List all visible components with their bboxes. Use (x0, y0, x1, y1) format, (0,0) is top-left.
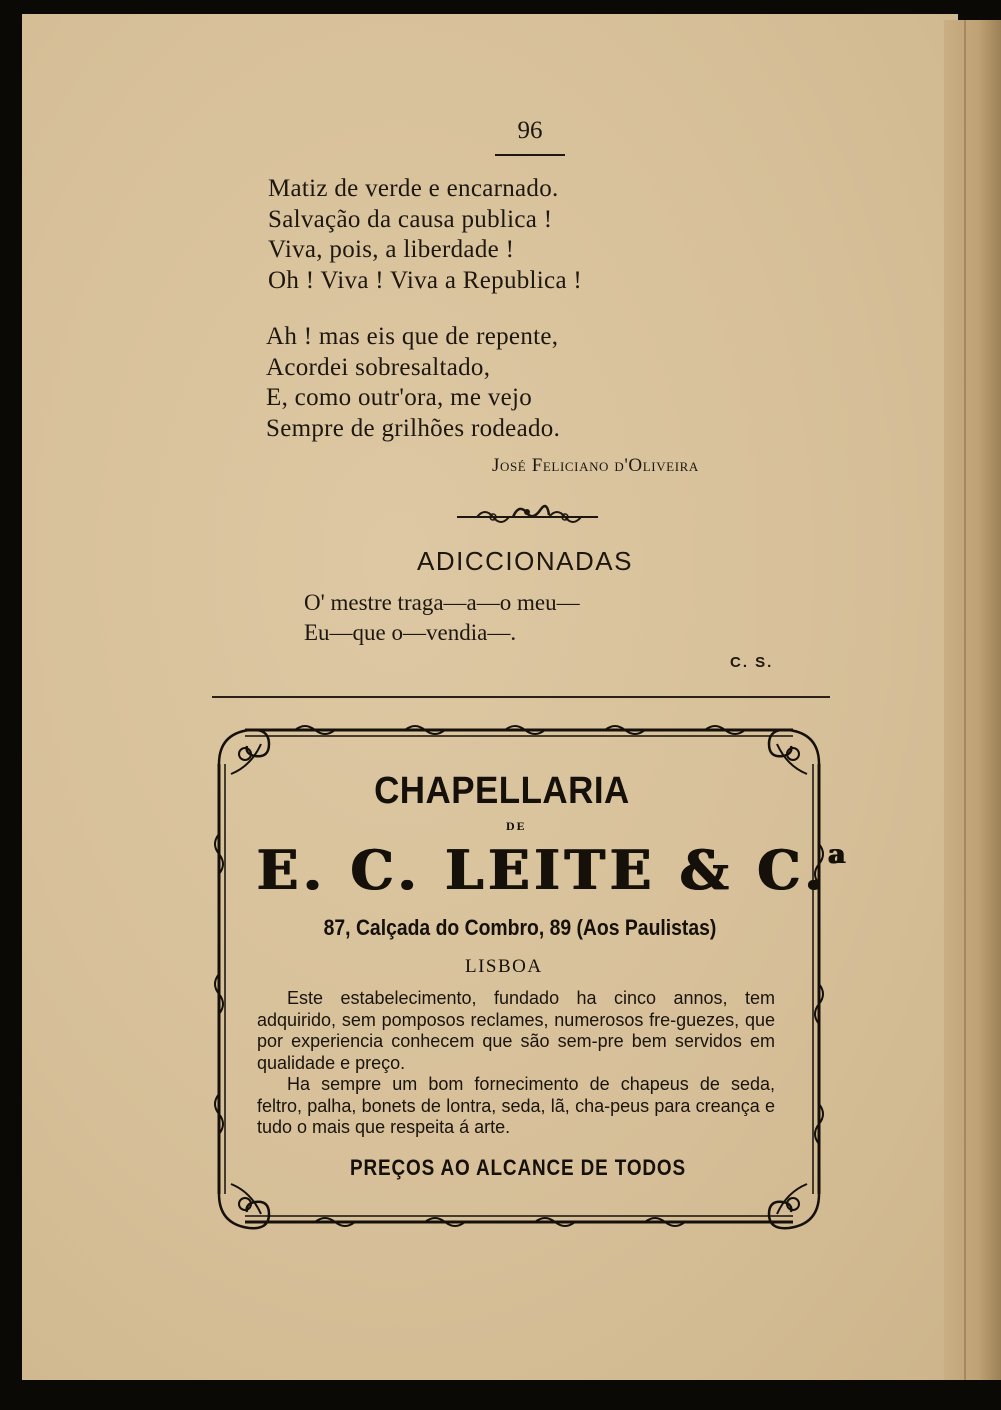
poem-stanza-2 (266, 322, 560, 444)
advertisement-de: DE (506, 819, 527, 833)
section-heading: ADICCIONADAS (417, 546, 633, 576)
horizontal-divider (212, 696, 830, 698)
poem-line: Oh ! Viva ! Viva a Republica ! (268, 266, 583, 294)
advertisement-company (257, 838, 846, 902)
riddle-line: Eu—que o—vendia—. (304, 620, 517, 645)
advertisement-paragraph: Ha sempre um bom fornecimento de chapeus de seda, feltro, palha, bonets de lontra, seda, lã, cha-peus para creança e tudo o mais que respeita á arte. (257, 1074, 775, 1137)
poem-stanza-1 (268, 174, 582, 296)
company-superscript: a (828, 840, 846, 870)
poem-line: Salvação da causa publica ! (268, 205, 553, 233)
page-number-rule (495, 154, 565, 156)
riddle-text (304, 588, 580, 648)
advertisement-paragraph: Este estabelecimento, fundado ha cinco annos, tem adquirido, sem pomposos reclames, numerosos fre-guezes, que por experiencia conhecem que são sem-pre bem servidos em qualidade e preço. (257, 988, 775, 1073)
section-initials: C. S. (730, 654, 774, 671)
adjacent-page-edge (944, 20, 1001, 1380)
page-number: 96 (517, 117, 543, 144)
advertisement-city: LISBOA (465, 956, 543, 977)
fleuron-ornament-icon (455, 500, 600, 530)
poem-line: Viva, pois, a liberdade ! (268, 236, 515, 263)
advertisement-body (257, 988, 775, 1139)
poem-line: Sempre de grilhões rodeado. (266, 414, 561, 442)
poem-author: José Feliciano d'Oliveira (492, 455, 699, 476)
poem-line: E, como outr'ora, me vejo (266, 384, 533, 411)
riddle-line: O' mestre traga—a—o meu— (304, 590, 580, 615)
poem-line: Ah ! mas eis que de repente, (266, 323, 559, 350)
company-name: E. C. LEITE & C. (257, 838, 829, 902)
advertisement-slogan: PREÇOS AO ALCANCE DE TODOS (350, 1155, 686, 1180)
advertisement-address: 87, Calçada do Combro, 89 (Aos Paulistas) (323, 915, 717, 940)
poem-line: Matiz de verde e encarnado. (268, 175, 559, 202)
poem-line: Acordei sobresaltado, (266, 353, 491, 381)
advertisement-title: CHAPELLARIA (374, 770, 630, 812)
